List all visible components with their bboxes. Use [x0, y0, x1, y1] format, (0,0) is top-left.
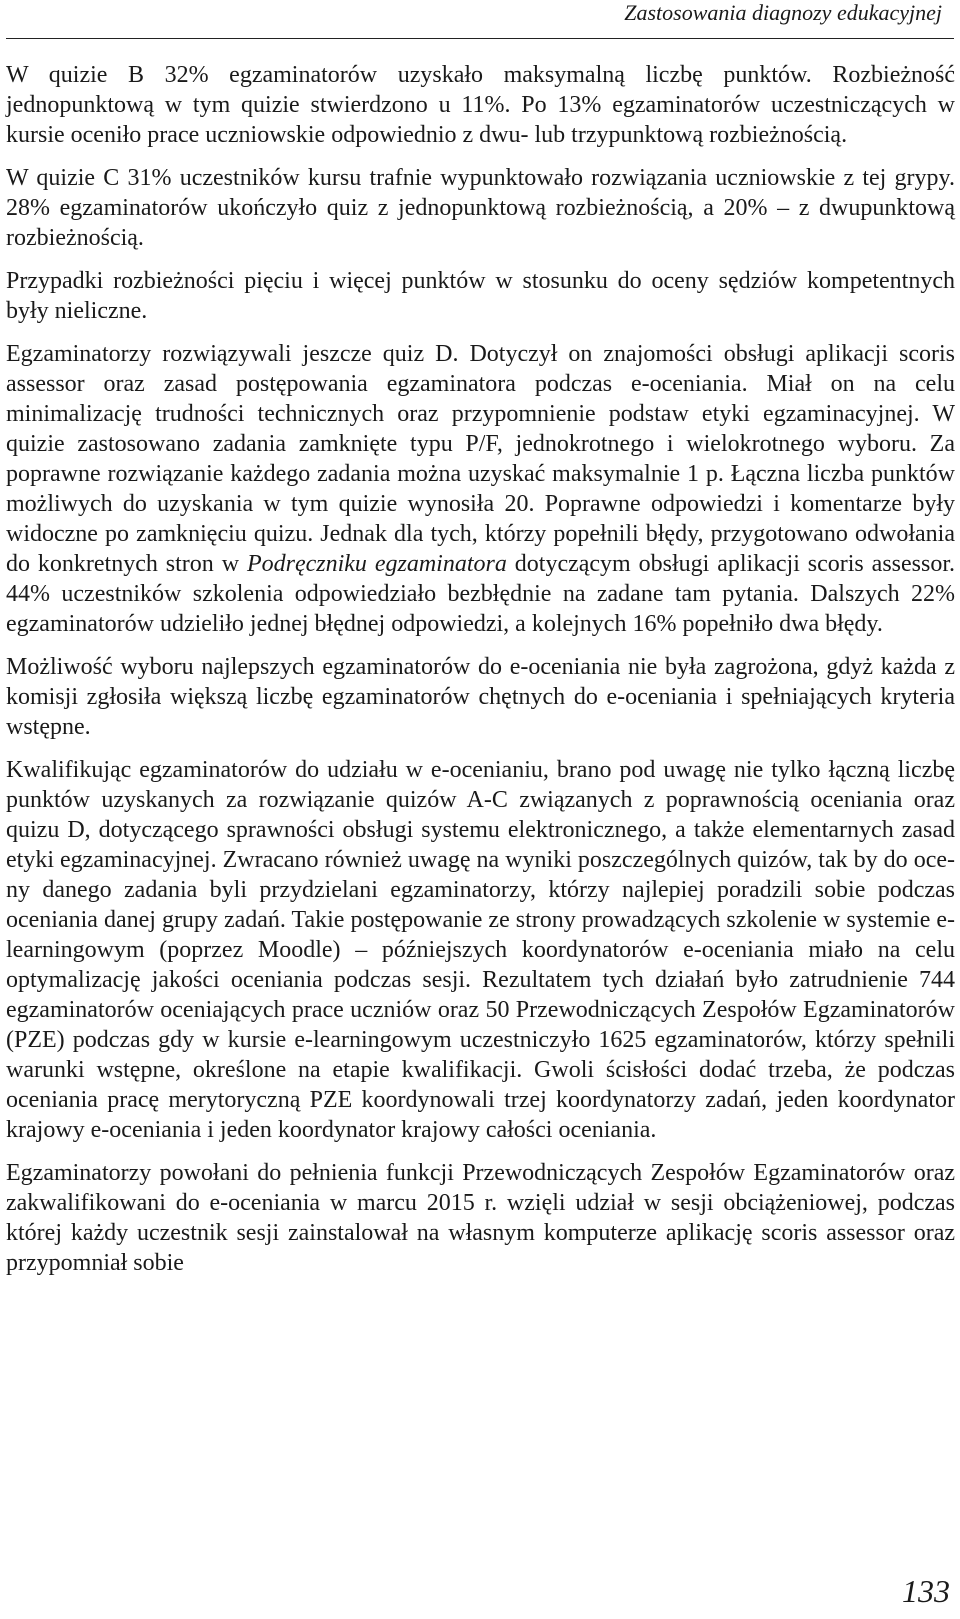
paragraph-quiz-d: [6, 339, 955, 639]
running-title: Zastosowania diagnozy edukacyjnej: [624, 0, 942, 25]
paragraph-quiz-c: W quizie C 31% uczestników kursu trafnie wypunktowało rozwiązania uczniowskie z tej grypy. 28% egzaminatorów ukończyło quiz z jednopunktową rozbieżnością, a 20% – z dwupunktową rozbieżnością.: [6, 165, 955, 251]
header-rule: [6, 38, 954, 39]
paragraph-discrepancies: Przypadki rozbieżności pięciu i więcej punktów w stosunku do oceny sędziów kompetentnych były nieliczne.: [6, 268, 955, 324]
paragraph-load-session: Egzaminatorzy powołani do pełnienia funkcji Przewodniczących Zespołów Egzaminatorów oraz zakwalifikowani do e-oceniania w marcu 2015 r. wzięli udział w sesji obciążeniowej, podczas której każdy uczestnik sesji zainstalował na własnym komputerze aplikację scoris assessor oraz przypomniał sobie: [6, 1160, 955, 1276]
paragraph-quiz-d-after: dotyczącym obsługi aplikacji scoris assessor. 44% uczestników szkolenia odpowiedziało bezbłędnie na zadane tam pytania. Dalszych 22% egzaminatorów udzieliło jednej błędnej odpowiedzi, a kolejnych 16% popełniło dwa błędy.: [6, 551, 956, 637]
body-text: [6, 60, 955, 1291]
paragraph-quiz-d-before: Egzaminatorzy rozwiązywali jeszcze quiz D. Dotyczył on znajomości obsługi aplikacji scoris assessor oraz zasad postępowania egzaminatora podczas e-oceniania. Miał on na celu minimalizację trudności technicznych oraz przypomnienie podstaw etyki egzaminacyjnej. W quizie zastosowano zadania zamknięte typu P/F, jednokrotnego i wielokrotnego wyboru. Za poprawne rozwiązanie każdego zadania można uzyskać maksymalnie 1 p. Łączna liczba punktów możliwych do uzyskania w tym quizie wynosiła 20. Poprawne odpowiedzi i komentarze były widoczne po zamknięciu quizu. Jednak dla tych, którzy popełnili błędy, przygotowano odwołania do konkretnych stron w: [6, 341, 955, 577]
paragraph-quiz-b: W quizie B 32% egzaminatorów uzyskało maksymalną liczbę punktów. Rozbieżność jednopunktową w tym quizie stwierdzono u 11%. Po 13% egzaminatorów uczestniczących w kursie oceniło prace uczniowskie odpowiednio z dwu- lub trzypunktową rozbieżnością.: [6, 62, 955, 148]
paragraph-selection: Możliwość wyboru najlepszych egzaminatorów do e-oceniania nie była zagrożona, gdyż każda z komisji zgłosiła większą liczbę egzaminatorów chętnych do e-oceniania i spełniających kryteria wstępne.: [6, 654, 955, 740]
manual-title: Podręczniku egzaminatora: [246, 551, 507, 577]
page-number: 133: [902, 1573, 950, 1609]
paragraph-qualification: Kwalifikując egzaminatorów do udziału w e-ocenianiu, brano pod uwagę nie tylko łączną liczbę punktów uzyskanych za rozwiązanie quizów A-C związanych z poprawnością oceniania oraz quizu D, dotyczącego sprawności obsługi systemu elektronicznego, a także elementarnych zasad etyki egzaminacyjnej. Zwracano również uwagę na wyniki poszczególnych quizów, tak by do oceny danego zadania byli przydzielani egzaminatorzy, którzy najlepiej poradzili sobie podczas oceniania danej grupy zadań. Takie postępowanie ze strony prowadzących szkolenie w systemie e-learningowym (poprzez Moodle) – późniejszych koordynatorów e-oceniania miało na celu optymalizację jakości oceniania podczas sesji. Rezultatem tych działań było zatrudnienie 744 egzaminatorów oceniających prace uczniów oraz 50 Przewodniczących Zespołów Egzaminatorów (PZE) podczas gdy w kursie e-learningowym uczestniczyło 1625 egzaminatorów, którzy spełnili warunki wstępne, określone na etapie kwalifikacji. Gwoli ścisłości dodać trzeba, że podczas oceniania pracę merytoryczną PZE koordynowali trzej koordynatorzy zadań, jeden koordynator krajowy e-oceniania i jeden koordynator krajowy całości oceniania.: [6, 757, 955, 1143]
